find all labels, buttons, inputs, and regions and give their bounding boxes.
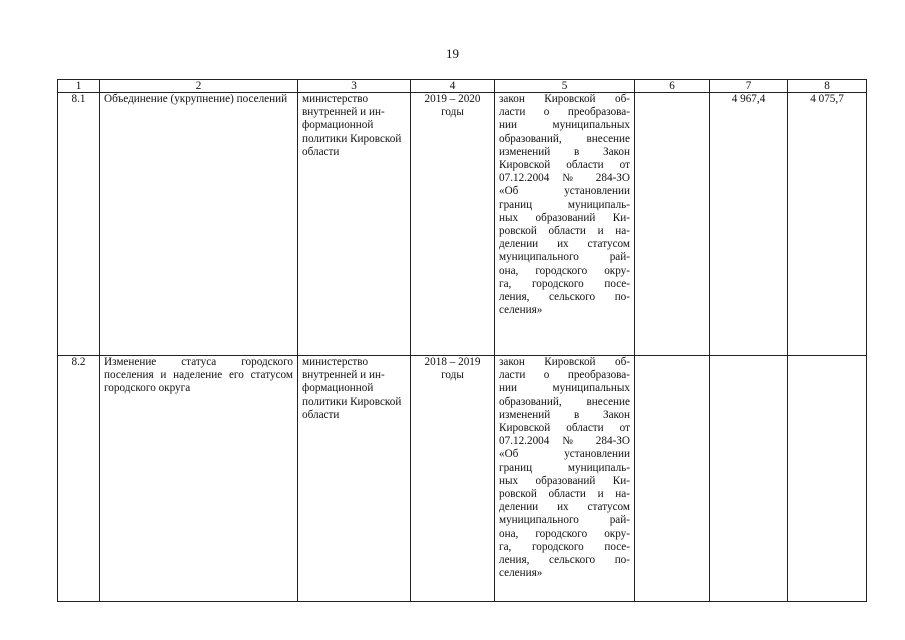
measure-name-cell: Объединение (укрупнение) поселений (100, 93, 298, 356)
law-text-line: муниципального рай- (499, 514, 630, 527)
law-text-line: селения» (499, 567, 543, 580)
law-text-line: ления, сельского по- (499, 291, 630, 304)
row-number-cell: 8.2 (58, 356, 100, 602)
law-text-line: ных образований Ки- (499, 474, 630, 487)
law-text-line: Кировской области от (499, 159, 630, 172)
law-text-line: га, городского посе- (499, 540, 630, 553)
column-header: 7 (710, 80, 788, 93)
column-header: 8 (788, 80, 867, 93)
column-8-cell: 4 075,7 (788, 93, 867, 356)
table-row (58, 356, 867, 602)
page-number: 19 (446, 46, 459, 61)
column-header: 5 (495, 80, 635, 93)
period-cell: 2018 – 2019 годы (411, 356, 495, 602)
table-header-row (58, 80, 867, 93)
law-text-line: она, городского окру- (499, 264, 630, 277)
column-6-cell (635, 356, 710, 602)
law-text-line: делении их статусом (499, 501, 630, 514)
law-text-line: границ муниципаль- (499, 198, 630, 211)
law-text-line: образований, внесение (499, 132, 630, 145)
law-text-line: изменений в Закон (499, 408, 630, 421)
law-text-line: «Об установлении (499, 448, 630, 461)
law-cell (495, 356, 635, 602)
law-text-line: 07.12.2004 № 284-ЗО (499, 435, 630, 448)
law-text-line: ровской области и на- (499, 488, 630, 501)
column-header: 1 (58, 80, 100, 93)
column-7-cell (710, 356, 788, 602)
law-text-line: «Об установлении (499, 185, 630, 198)
table-row (58, 93, 867, 356)
law-text-line: закон Кировской об- (499, 356, 630, 368)
law-text-line: ласти о преобразова- (499, 106, 630, 119)
executor-cell: министерство внутренней и информационной политики Кировской области (298, 356, 411, 602)
law-text-line: границ муниципаль- (499, 461, 630, 474)
law-text-line: муниципального рай- (499, 251, 630, 264)
program-table (57, 79, 867, 602)
law-text-line: га, городского посе- (499, 277, 630, 290)
law-text-line: она, городского окру- (499, 527, 630, 540)
executor-cell: министерство внутренней и информационной политики Кировской области (298, 93, 411, 356)
law-text-line: нии муниципальных (499, 382, 630, 395)
law-text-line: ления, сельского по- (499, 554, 630, 567)
column-8-cell (788, 356, 867, 602)
law-text-line: закон Кировской об- (499, 93, 630, 105)
law-text-line: делении их статусом (499, 238, 630, 251)
column-header: 2 (100, 80, 298, 93)
law-text-line: изменений в Закон (499, 145, 630, 158)
column-7-cell: 4 967,4 (710, 93, 788, 356)
column-header: 3 (298, 80, 411, 93)
column-header: 4 (411, 80, 495, 93)
law-text-line: селения» (499, 304, 543, 317)
law-text-line: нии муниципальных (499, 119, 630, 132)
law-cell (495, 93, 635, 356)
law-text-line: ласти о преобразова- (499, 369, 630, 382)
law-text-line: 07.12.2004 № 284-ЗО (499, 172, 630, 185)
row-number-cell: 8.1 (58, 93, 100, 356)
law-text-line: ных образований Ки- (499, 211, 630, 224)
measure-name-cell: Изменение статуса городского поселения и наделение его статусом городского округа (100, 356, 298, 602)
law-text-line: ровской области и на- (499, 225, 630, 238)
column-6-cell (635, 93, 710, 356)
column-header: 6 (635, 80, 710, 93)
period-cell: 2019 – 2020 годы (411, 93, 495, 356)
law-text-line: Кировской области от (499, 422, 630, 435)
law-text-line: образований, внесение (499, 395, 630, 408)
